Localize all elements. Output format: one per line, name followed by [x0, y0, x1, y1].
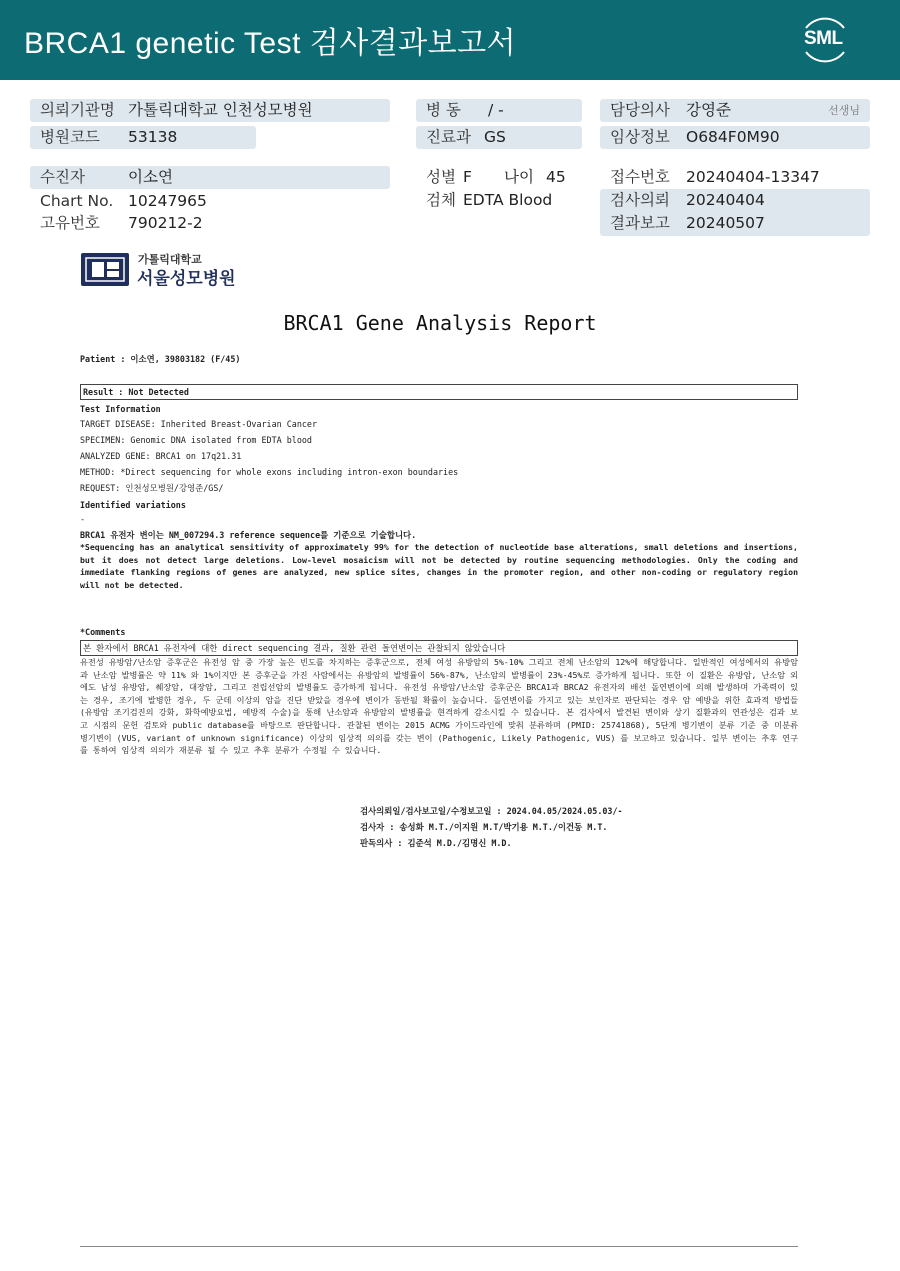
specimen-field — [416, 189, 596, 212]
doctor-suffix: 선생님 — [828, 104, 860, 117]
comment-paragraph: 유전성 유방암/난소암 증후군은 유전성 암 중 가장 높은 빈도를 차지하는 증후군으로, 전체 여성 유방암의 5%-10% 그리고 전체 난소암의 12%에 해당합니다. 일반적인 여성에서의 유방암과 난소암 발병률은 약 11% 와 1%이지만 본 증후군을 가진 사람에서는 유방암의 발병률이 56%-87%, 난소암의 발병률이 23%-45%로 증가하게 됩니다. 또한 이 질환은 유방암, 난소암 외에도 남성 유방암, 췌장암, 대장암, 그리고 전립선암의 발병률도 증가하게 됩니다. 유전성 유방암/난소암 증후군은 BRCA1과 BRCA2 유전자의 배선 돌연변이에 의해 발생하며 가족력이 있는 경우, 조기에 발병한 경우, 두 군데 이상의 암을 진단 받았을 경우에 변이가 동반될 확률이 높습니다. 돌연변이를 가지고 있는 보인자로 판단되는 경우 암 예방을 위한 효과적 방법들(유방암 조기검진의 강화, 화학예방요법, 예방적 수술)을 통해 난소암과 유방암의 발병률을 현격하게 감소시킬 수 있습니다. 본 검사에서 발견된 변이와 상기 질환과의 연관성은 검과 보고 시점의 문헌 검토와 public database를 바탕으로 판단합니다. 관찰된 변이는 2015 ACMG 가이드라인에 맞춰 분류하며 (PMID: 25741868), 5단계 병기변이 분류 기준 중 미분류 병기변이 (VUS, variant of unknown significance) 이상의 임상적 의의를 갖는 변이 (Pathogenic, Likely Pathogenic, VUS) 를 보고하고 있습니다. 일부 변이는 추후 연구를 통하여 임상적 의의가 재분류 될 수 있고 추후 분류가 수정될 수 있습니다. — [80, 657, 798, 756]
testers-line: 검사자 : 송성화 M.T./이지원 M.T/박기용 M.T./이건동 M.T. — [360, 822, 608, 832]
unique-no-value: 790212-2 — [128, 214, 203, 232]
sex-age-field — [416, 166, 596, 189]
test-info-heading: Test Information — [80, 404, 161, 414]
request-result-block — [600, 189, 870, 236]
sml-logo-text: SML — [804, 28, 843, 49]
patient-value: 이소연 — [128, 168, 173, 186]
analyzed-gene-line: ANALYZED GENE: BRCA1 on 17q21.31 — [80, 451, 242, 461]
hospital-code-field — [30, 126, 256, 149]
request-label: 검사의뢰 — [610, 191, 670, 209]
department-value: GS — [484, 128, 506, 146]
ward-label: 병 동 — [426, 101, 461, 119]
receipt-label: 접수번호 — [610, 168, 670, 186]
receipt-field — [600, 166, 870, 189]
report-header — [0, 0, 900, 80]
ward-value: / - — [488, 101, 504, 119]
unique-no-label: 고유번호 — [40, 214, 100, 232]
result-date-label: 결과보고 — [610, 214, 670, 232]
age-label: 나이 — [504, 168, 534, 186]
institution-field — [30, 99, 390, 122]
hospital-university-name: 가톨릭대학교 — [138, 253, 202, 266]
institution-label: 의뢰기관명 — [40, 101, 115, 119]
department-label: 진료과 — [426, 128, 471, 146]
result-box: Result : Not Detected — [80, 384, 798, 400]
readers-line: 판독의사 : 김준석 M.D./김명신 M.D. — [360, 838, 512, 848]
chart-no-label: Chart No. — [40, 192, 114, 210]
clinical-info-label: 임상정보 — [610, 128, 670, 146]
dates-line: 검사의뢰일/검사보고일/수정보고일 : 2024.04.05/2024.05.03/- — [360, 806, 623, 816]
reference-line: BRCA1 유전자 변이는 NM_007294.3 reference sequence를 기준으로 기술합니다. — [80, 530, 417, 540]
hospital-code-label: 병원코드 — [40, 128, 100, 146]
specimen-label: 검체 — [426, 191, 456, 209]
hospital-name: 서울성모병원 — [137, 269, 236, 289]
sex-value: F — [463, 168, 472, 186]
comment-box: 본 환자에서 BRCA1 유전자에 대한 direct sequencing 결과, 질환 관련 돌연변이는 관찰되지 않았습니다 — [80, 640, 798, 656]
footer-divider — [80, 1246, 798, 1247]
receipt-value: 20240404-13347 — [686, 168, 820, 186]
doctor-value: 강영준 — [686, 101, 731, 119]
clinical-info-field — [600, 126, 870, 149]
method-line: METHOD: *Direct sequencing for whole exons including intron-exon boundaries — [80, 467, 459, 477]
chart-no-field — [30, 190, 390, 213]
ward-field — [416, 99, 582, 122]
report-header-title: BRCA1 genetic Test 검사결과보고서 — [24, 27, 517, 60]
patient-label: 수진자 — [40, 168, 85, 186]
hospital-code-value: 53138 — [128, 128, 178, 146]
doctor-label: 담당의사 — [610, 101, 670, 119]
specimen-value: EDTA Blood — [463, 191, 553, 209]
comments-heading: *Comments — [80, 627, 126, 637]
chart-no-value: 10247965 — [128, 192, 207, 210]
request-line: REQUEST: 인천성모병원/강영준/GS/ — [80, 483, 224, 493]
sensitivity-paragraph: *Sequencing has an analytical sensitivity of approximately 99% for the detection of nucleotide base alterations, small deletions and insertions, but it does not detect large deletions. Low-level mosaicism will not be detected by routine sequencing methodologies. Only the coding and immediate flanking regions of genes are analyzed, new splice sites, changes in the promoter region, and other non-coding or regulatory region will not be detected. — [80, 542, 798, 590]
patient-line: Patient : 이소연, 39803182 (F/45) — [80, 354, 241, 364]
age-value: 45 — [546, 168, 566, 186]
department-field — [416, 126, 582, 149]
variations-heading: Identified variations — [80, 500, 186, 510]
specimen-line: SPECIMEN: Genomic DNA isolated from EDTA blood — [80, 435, 312, 445]
target-disease-line: TARGET DISEASE: Inherited Breast-Ovarian Cancer — [80, 419, 317, 429]
sex-label: 성별 — [426, 168, 456, 186]
doctor-field — [600, 99, 870, 122]
patient-field — [30, 166, 390, 189]
variations-value: - — [80, 514, 86, 524]
institution-value: 가톨릭대학교 인천성모병원 — [128, 101, 313, 119]
clinical-info-value: O684F0M90 — [686, 128, 780, 146]
result-date-value: 20240507 — [686, 214, 765, 232]
report-title: BRCA1 Gene Analysis Report — [283, 311, 597, 335]
unique-no-field — [30, 212, 390, 235]
request-value: 20240404 — [686, 191, 765, 209]
